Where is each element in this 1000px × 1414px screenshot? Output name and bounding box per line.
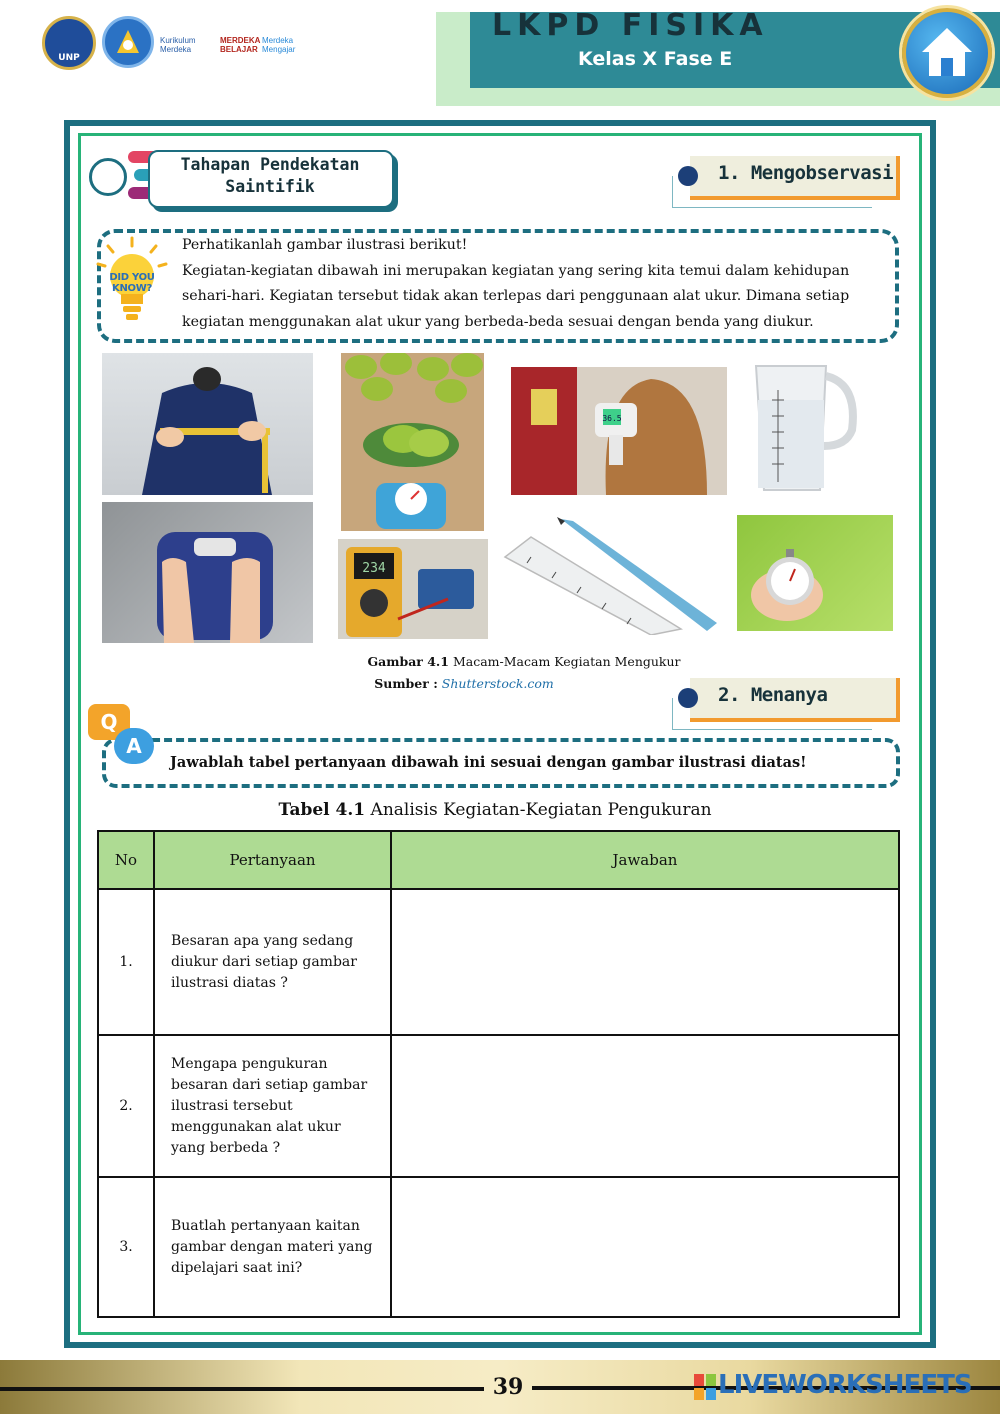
observe-line1: Perhatikanlah gambar ilustrasi berikut! <box>182 237 468 253</box>
thermometer-reading: 36.5 <box>602 414 622 423</box>
row-question: Buatlah pertanyaan kaitan gambar dengan materi yang dipelajari saat ini? <box>154 1177 391 1317</box>
row-number: 3. <box>98 1177 154 1317</box>
photo-ruler-pencil <box>501 517 719 635</box>
table-row <box>98 1177 899 1317</box>
step2-dot <box>678 688 698 708</box>
photo-tape-measure-suit <box>102 353 313 495</box>
qa-a-bubble: A <box>114 728 154 764</box>
kurikulum-logo-text: Kurikulum Merdeka <box>160 36 196 54</box>
liveworksheets-icon <box>694 1374 718 1402</box>
liveworksheets-text: LIVEWORKSHEETS <box>718 1370 972 1400</box>
table-row <box>98 1035 899 1177</box>
figure-source-value[interactable]: Shutterstock.com <box>441 676 554 691</box>
liveworksheets-logo[interactable] <box>694 1372 994 1404</box>
section-label-icon <box>89 158 127 196</box>
merdeka-mengajar-logo-text: Merdeka Mengajar <box>262 36 296 54</box>
figure-caption <box>100 654 948 669</box>
figure-source-label: Sumber : <box>374 676 438 691</box>
photo-thermometer-gun <box>511 367 727 495</box>
photo-multimeter <box>338 539 488 639</box>
step1-label: 1. Mengobservasi <box>718 162 894 184</box>
header-no: No <box>98 831 154 889</box>
answer-cell[interactable] <box>391 1035 899 1177</box>
photo-bathroom-scale <box>102 502 313 643</box>
step2-label: 2. Menanya <box>718 684 828 706</box>
merdeka-belajar-logo-text: MERDEKA BELAJAR <box>220 36 261 54</box>
university-logo-text: UNP <box>58 53 80 63</box>
table-caption-text: Analisis Kegiatan-Kegiatan Pengukuran <box>370 800 712 820</box>
home-button[interactable] <box>902 8 992 98</box>
merdeka-belajar-logo <box>220 36 261 54</box>
table-header-row <box>98 831 899 889</box>
row-question: Mengapa pengukuran besaran dari setiap gambar ilustrasi tersebut menggunakan alat ukur yang berbeda ? <box>154 1035 391 1177</box>
merdeka-mengajar-logo <box>262 36 312 54</box>
multimeter-reading: 234 <box>362 561 386 576</box>
photo-stopwatch <box>737 515 893 631</box>
page-title: LKPD FISIKA <box>492 8 769 43</box>
header-question: Pertanyaan <box>154 831 391 889</box>
qa-icon <box>88 704 158 770</box>
table-row <box>98 889 899 1035</box>
tutwuri-logo <box>102 16 154 68</box>
header-answer: Jawaban <box>391 831 899 889</box>
ask-instruction: Jawablah tabel pertanyaan dibawah ini sesuai dengan gambar ilustrasi diatas! <box>170 754 807 771</box>
kurikulum-merdeka-logo <box>160 36 214 54</box>
row-number: 1. <box>98 889 154 1035</box>
footer-line-left <box>0 1387 484 1391</box>
table-caption <box>100 800 890 820</box>
analysis-table <box>97 830 900 1318</box>
qa-q-bubble: Q <box>88 704 130 740</box>
observe-paragraph: Kegiatan-kegiatan dibawah ini merupakan kegiatan yang sering kita temui dalam kehidupan sehari-hari. Kegiatan tersebut tidak akan terlepas dari penggunaan alat ukur. Dimana setiap kegiatan menggunakan alat ukur yang berbeda-beda sesuai dengan benda yang diukur. <box>182 262 850 330</box>
photo-measuring-jug <box>748 360 864 502</box>
row-question: Besaran apa yang sedang diukur dari setiap gambar ilustrasi diatas ? <box>154 889 391 1035</box>
figure-caption-bold: Gambar 4.1 <box>367 654 449 669</box>
page-number: 39 <box>492 1374 524 1400</box>
figure-caption-text: Macam-Macam Kegiatan Mengukur <box>452 654 681 669</box>
answer-cell[interactable] <box>391 889 899 1035</box>
row-number: 2. <box>98 1035 154 1177</box>
answer-cell[interactable] <box>391 1177 899 1317</box>
photo-mango-scale <box>341 353 484 531</box>
table-caption-bold: Tabel 4.1 <box>278 800 366 820</box>
step1-dot <box>678 166 698 186</box>
section-label-text: Tahapan Pendekatan Saintifik <box>180 155 360 196</box>
home-icon <box>906 12 988 94</box>
page-subtitle: Kelas X Fase E <box>578 48 733 70</box>
university-logo <box>42 16 96 70</box>
did-you-know-badge: DID YOU KNOW? <box>109 272 155 294</box>
